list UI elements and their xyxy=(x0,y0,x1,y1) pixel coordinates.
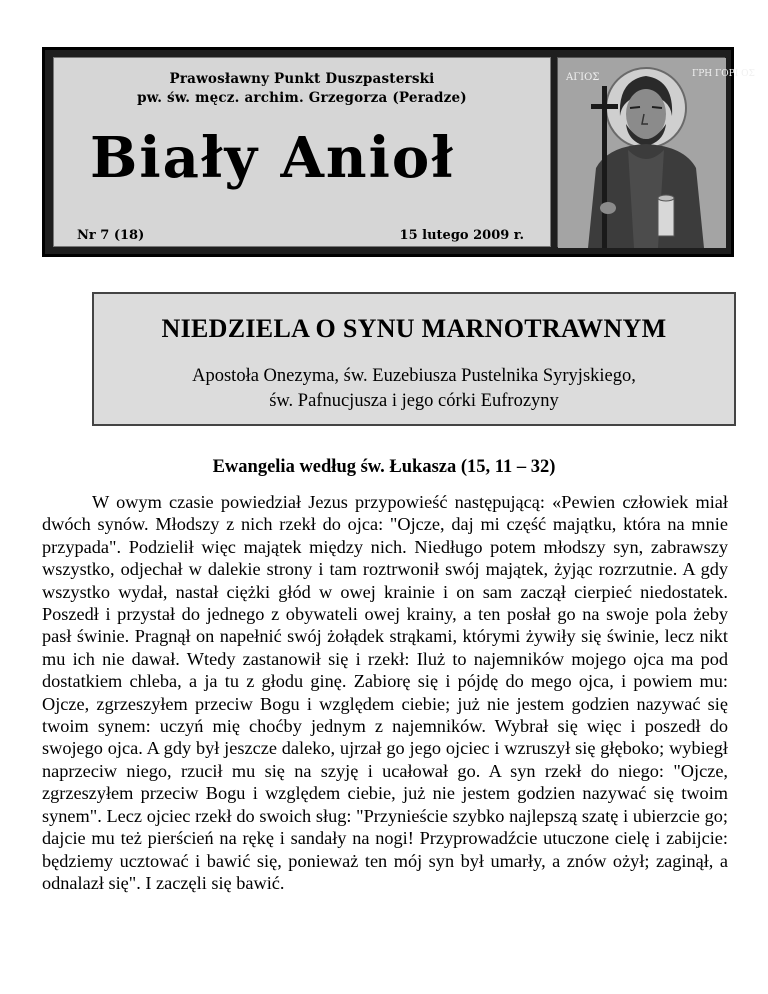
issue-number: Nr 7 (18) xyxy=(77,228,145,243)
feast-banner xyxy=(92,292,736,426)
gospel-text: W owym czasie powiedział Jezus przypowieść następującą: «Pewien człowiek miał dwóch synów. Młodszy z nich rzekł do ojca: "Ojcze, daj mi część majątku, która na mnie przypada". Podzielił więc majątek między nich. Niedługo potem młodszy syn, zabrawszy wszystko, odjechał w dalekie strony i tam roztrwonił swój majątek, żyjąc rozrzutnie. A gdy wszystko wydał, nastał ciężki głód w owej krainie i on sam zaczął cierpieć niedostatek. Poszedł i przystał do jednego z obywateli owej krainy, a ten posłał go na swoje pola żeby pasł świnie. Pragnął on napełnić swój żołądek strąkami, którymi żywiły się świnie, lecz nikt mu ich nie dawał. Wtedy zastanowił się i rzekł: Iluż to najemników mojego ojca ma pod dostatkiem chleba, a ja tu z głodu ginę. Zabiorę się i pójdę do mego ojca, i powiem mu: Ojcze, zgrzeszyłem przeciw Bogu i względem ciebie; już nie jestem godzien nazywać się twoim synem: uczyń mię choćby jednym z najemników. Wybrał się więc i poszedł do swojego ojca. A gdy był jeszcze daleko, ujrzał go jego ojciec i wzruszył się głęboko; wybiegł naprzeciw niego, rzucił mu się na szyję i ucałował go. A syn rzekł do niego: "Ojcze, zgrzeszyłem przeciw Bogu i względem ciebie, już nie jestem godzien nazywać się twoim synem". Lecz ojciec rzekł do swoich sług: "Przynieście szybko najlepszą szatę i ubierzcie go; dajcie mu też pierścień na rękę i sandały na nogi! Przyprowadźcie utuczone cielę i zabijcie: będziemy ucztować i bawić się, ponieważ ten mój syn był umarły, a znów ożył; zaginął, a odnalazł się". I zaczęli się bawić. xyxy=(42,492,728,893)
masthead xyxy=(42,47,755,257)
newsletter-title: Biały Anioł xyxy=(90,125,455,191)
icon-inscription-right: ΓΡΗ ΓΟΡΙ ΟΣ xyxy=(692,69,755,79)
gospel-heading: Ewangelia według św. Łukasza (15, 11 – 32) xyxy=(212,457,556,477)
issue-date: 15 lutego 2009 r. xyxy=(399,228,524,243)
feast-saints-line-1: Apostoła Onezyma, św. Euzebiusza Pustelnika Syryjskiego, xyxy=(192,366,636,386)
icon-inscription-left: ΑΓΙΟΣ xyxy=(566,72,600,83)
saint-icon-illustration xyxy=(558,58,755,248)
parish-dedication: pw. św. męcz. archim. Grzegorza (Peradze) xyxy=(137,90,467,106)
masthead-title-panel xyxy=(53,57,551,247)
parish-name: Prawosławny Punkt Duszpasterski xyxy=(169,71,435,87)
feast-title: NIEDZIELA O SYNU MARNOTRAWNYM xyxy=(161,314,667,343)
saint-icon-image xyxy=(557,57,755,247)
feast-saints-line-2: św. Pafnucjusza i jego córki Eufrozyny xyxy=(269,391,559,411)
